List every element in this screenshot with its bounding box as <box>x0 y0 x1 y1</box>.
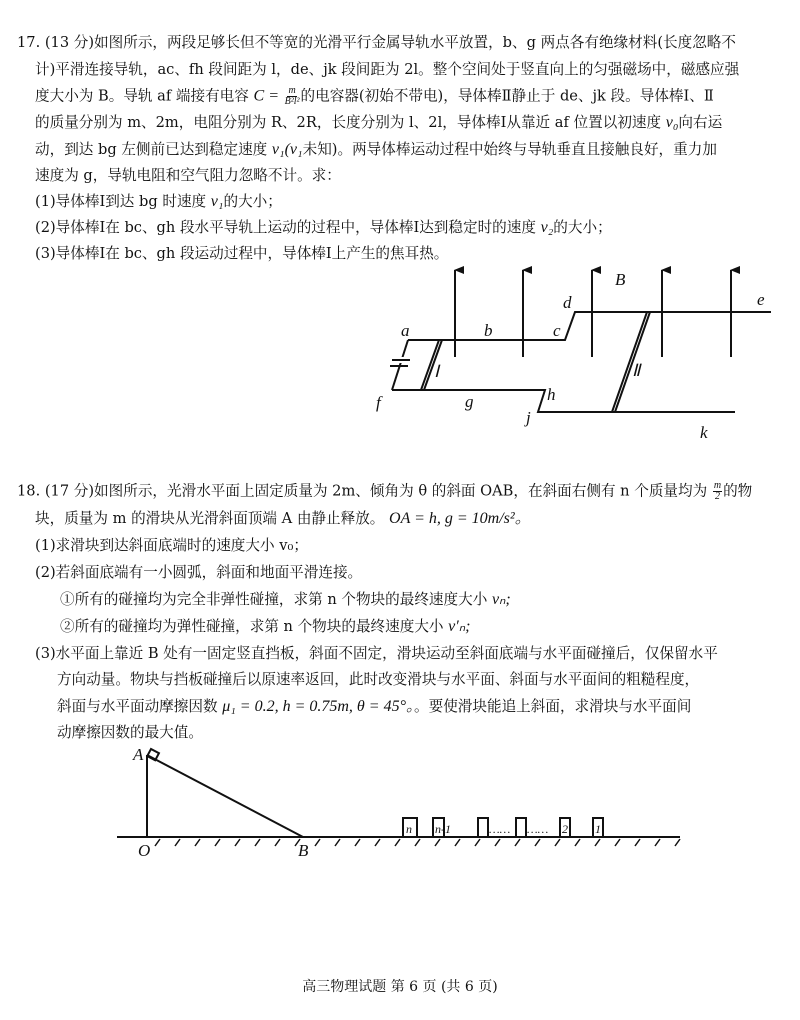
q18-sub-3-line-3-text: 斜面与水平面动摩擦因数 <box>57 698 218 715</box>
q18-sub-3-line-4: 动摩擦因数的最大值。 <box>57 724 203 741</box>
q18-line-2 <box>35 509 531 529</box>
q18-sub-3-line-2: 方向动量。物块与挡板碰撞后以原速率返回，此时改变滑块与水平面、斜面与水平面间的粗糙程度， <box>57 671 700 688</box>
q17-sub-2-text: (2)导体棒Ⅰ在 bc、gh 段水平导轨上运动的过程中，导体棒Ⅰ达到稳定时的速度 <box>35 219 536 236</box>
fraction-numerator: m <box>713 480 722 491</box>
q18-sub-3-line-3 <box>57 697 691 717</box>
label-rod-2: Ⅱ <box>632 361 641 380</box>
block-label-1: 1 <box>595 822 601 836</box>
label-a: a <box>401 321 410 340</box>
mass-fraction <box>713 481 722 502</box>
given-values: OA = h, g = 10m/s²。 <box>389 510 531 527</box>
label-j: j <box>526 408 531 427</box>
label-d: d <box>563 293 572 312</box>
q18-sub-1: (1)求滑块到达斜面底端时的速度大小 v₀； <box>35 537 308 554</box>
q17-line-6: 速度为 g，导轨电阻和空气阻力忽略不计。求： <box>35 167 341 184</box>
v1-symbol: v₁ <box>271 141 285 158</box>
fraction-numerator: m <box>288 85 296 96</box>
rod-2 <box>612 312 650 412</box>
block <box>516 818 526 837</box>
q18-line-2-text: 块，质量为 m 的滑块从光滑斜面顶端 A 由静止释放。 <box>35 510 385 527</box>
v1-symbol: v₁ <box>210 193 224 210</box>
v1-paren-symbol: (v₁ <box>284 141 303 158</box>
block-label-n: n <box>406 822 412 836</box>
q17-line-4-text: 的质量分别为 m、2m，电阻分别为 R、2R，长度分别为 l、2l，导体棒Ⅰ从靠近 af 位置以初速度 <box>35 114 662 131</box>
q17-line-1: 17. (13 分)如图所示，两段足够长但不等宽的光滑平行金属导轨水平放置，b、g 两点各有绝缘材料(长度忽略不 <box>17 34 736 51</box>
label-h: h <box>547 385 556 404</box>
vn-prime-symbol: v′ₙ; <box>448 618 471 635</box>
v0-symbol: v₀ <box>665 114 679 131</box>
slider-block <box>147 749 159 760</box>
label-b: b <box>484 321 493 340</box>
label-B: B <box>298 841 309 860</box>
ellipsis: …… <box>527 822 549 836</box>
label-f: f <box>376 393 381 412</box>
q18-sub-3-line-3-rest: 。要使滑块能追上斜面，求滑块与水平面间 <box>414 698 692 715</box>
rail-a-c-d-e <box>408 312 771 340</box>
fraction-denominator: B²l² <box>284 96 300 107</box>
page-footer: 高三物理试题 第 6 页 (共 6 页) <box>302 979 498 995</box>
given-params: μ₁ = 0.2, h = 0.75m, θ = 45°。 <box>222 698 414 715</box>
q18-line-1-rest: 的物 <box>723 482 753 500</box>
block <box>478 818 488 837</box>
ground-hatching <box>155 839 680 846</box>
block-label-n-1: n-1 <box>435 822 451 836</box>
q17-line-5-text: 动，到达 bg 左侧前已达到稳定速度 <box>35 141 268 158</box>
q18-sub-2-2 <box>60 617 470 637</box>
q17-line-3-text: 度大小为 B。导轨 af 端接有电容 <box>35 87 249 105</box>
q17-sub-2-rest: 的大小； <box>553 219 612 236</box>
ellipsis: …… <box>489 822 511 836</box>
rail-f-h-j-k <box>392 390 735 412</box>
q18-sub-2-2-text: ②所有的碰撞均为弹性碰撞，求第 n 个物块的最终速度大小 <box>60 618 444 635</box>
q17-line-4-rest: 向右运 <box>678 114 723 131</box>
q18-sub-2-1 <box>60 590 511 610</box>
q17-line-3-rest: 的电容器(初始不带电)，导体棒Ⅱ静止于 de、jk 段。导体棒Ⅰ、Ⅱ <box>300 87 714 105</box>
incline-slope-AB <box>147 755 303 837</box>
label-g: g <box>465 392 474 411</box>
fraction-denominator: 2 <box>714 491 720 502</box>
label-O: O <box>138 841 151 860</box>
label-A: A <box>133 745 144 764</box>
capacitance-symbol: C = <box>253 87 279 105</box>
label-B-field: B <box>615 270 626 289</box>
q18-line-1 <box>17 481 752 502</box>
q18-sub-2-1-text: ①所有的碰撞均为完全非弹性碰撞，求第 n 个物块的最终速度大小 <box>60 591 488 608</box>
label-rod-1: Ⅰ <box>434 362 440 381</box>
v2-symbol: v₂ <box>540 219 554 236</box>
block-label-2: 2 <box>562 822 568 836</box>
q17-sub-1-text: (1)导体棒Ⅰ到达 bg 时速度 <box>35 193 207 210</box>
q17-line-5-rest: 未知)。两导体棒运动过程中始终与导轨垂直且接触良好，重力加 <box>302 141 717 158</box>
label-e: e <box>757 290 765 309</box>
label-k: k <box>700 423 708 442</box>
q17-sub-1-rest: 的大小； <box>223 193 282 210</box>
q18-sub-2: (2)若斜面底端有一小圆弧，斜面和地面平滑连接。 <box>35 564 363 581</box>
q18-sub-3-line-1: (3)水平面上靠近 B 处有一固定竖直挡板，斜面不固定，滑块运动至斜面底端与水平面碰撞后，仅保留水平 <box>35 645 718 662</box>
q17-sub-3: (3)导体棒Ⅰ在 bc、gh 段运动过程中，导体棒Ⅰ上产生的焦耳热。 <box>35 245 449 262</box>
q17-line-2: 计)平滑连接导轨，ac、fh 段间距为 l，de、jk 段间距为 2l。整个空间处于竖直向上的匀强磁场中，磁感应强 <box>35 61 740 78</box>
label-c: c <box>553 321 561 340</box>
q18-line-1-text: 18. (17 分)如图所示，光滑水平面上固定质量为 2m、倾角为 θ 的斜面 OAB，在斜面右侧有 n 个质量均为 <box>17 482 708 500</box>
vn-symbol: vₙ; <box>491 591 511 608</box>
